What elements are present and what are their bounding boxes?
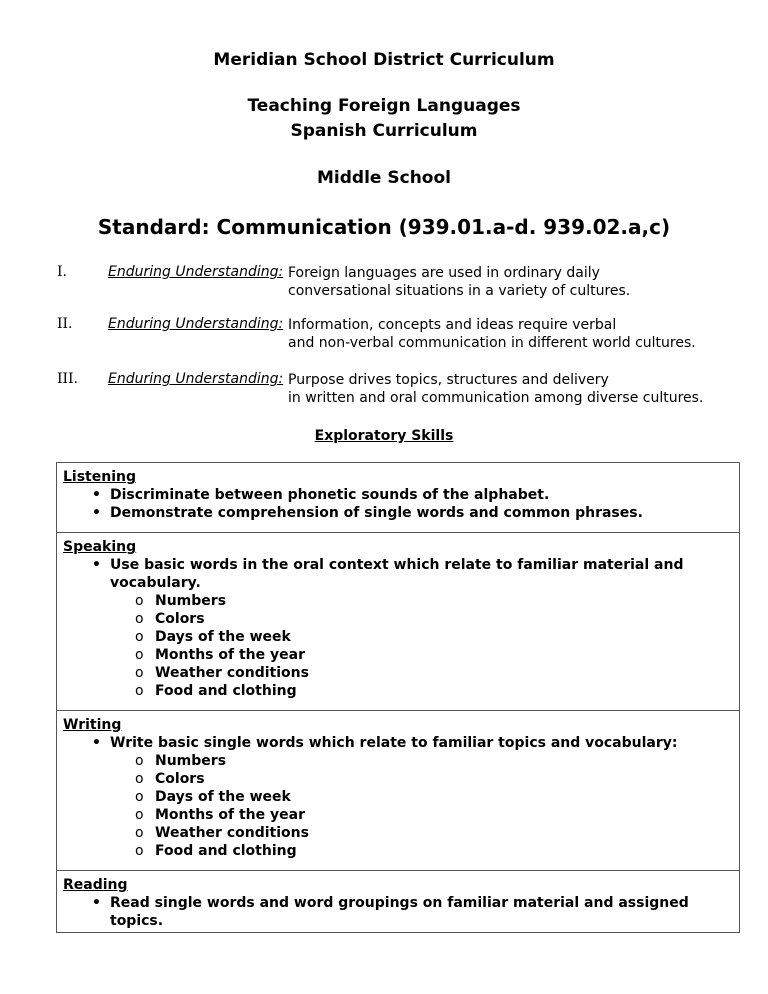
eu-text-line: Purpose drives topics, structures and delivery: [288, 372, 609, 388]
listening-cell: [57, 463, 740, 533]
eu-number: III.: [57, 371, 79, 387]
reading-list: [63, 894, 733, 930]
speaking-sublist: [110, 592, 733, 700]
sub-list-item: o Days of the week: [155, 788, 733, 806]
sub-list-item: o Months of the year: [155, 806, 733, 824]
eu-number: I.: [57, 264, 67, 280]
sub-list-item: o Days of the week: [155, 628, 733, 646]
sub-list-item: o Colors: [155, 610, 733, 628]
list-item-text: Write basic single words which relate to familiar topics and vocabulary:: [110, 735, 678, 751]
skills-row-reading: [57, 871, 740, 933]
speaking-cell: [57, 533, 740, 711]
list-item: • Read single words and word groupings on familiar material and assigned topics.: [110, 894, 733, 930]
exploratory-skills-title: Exploratory Skills: [314, 428, 454, 444]
writing-title: Writing: [63, 717, 122, 733]
eu-text-line: and non-verbal communication in different world cultures.: [288, 335, 696, 351]
sub-list-item: o Food and clothing: [155, 682, 733, 700]
speaking-list: [63, 556, 733, 700]
subject-line-2: Spanish Curriculum: [290, 121, 478, 141]
list-item: • Discriminate between phonetic sounds of the alphabet.: [110, 486, 733, 504]
eu-label: Enduring Understanding:: [108, 371, 284, 387]
eu-text-line: in written and oral communication among diverse cultures.: [288, 390, 704, 406]
skills-table: [56, 462, 740, 933]
eu-label: Enduring Understanding:: [108, 264, 284, 280]
writing-cell: [57, 711, 740, 871]
district-title: Meridian School District Curriculum: [213, 50, 555, 70]
writing-sublist: [110, 752, 733, 860]
list-item: [110, 556, 733, 700]
level-heading: Middle School: [317, 168, 451, 188]
sub-list-item: o Numbers: [155, 592, 733, 610]
eu-text-line: conversational situations in a variety of cultures.: [288, 283, 631, 299]
listening-list: [63, 486, 733, 522]
reading-title: Reading: [63, 877, 128, 893]
subject-heading: [0, 94, 768, 144]
sub-list-item: o Food and clothing: [155, 842, 733, 860]
list-item-text: Use basic words in the oral context which relate to familiar material and vocabulary.: [110, 557, 684, 591]
eu-text: [288, 371, 748, 407]
sub-list-item: o Months of the year: [155, 646, 733, 664]
writing-list: [63, 734, 733, 860]
list-item: [110, 734, 733, 860]
standard-heading: Standard: Communication (939.01.a-d. 939.02.a,c): [97, 215, 671, 239]
skills-row-writing: [57, 711, 740, 871]
reading-cell: [57, 871, 740, 933]
eu-label: Enduring Understanding:: [108, 316, 284, 332]
sub-list-item: o Weather conditions: [155, 664, 733, 682]
sub-list-item: o Numbers: [155, 752, 733, 770]
eu-number: II.: [57, 316, 73, 332]
skills-row-speaking: [57, 533, 740, 711]
eu-text-line: Information, concepts and ideas require verbal: [288, 317, 617, 333]
eu-text: [288, 316, 748, 352]
eu-text: [288, 264, 748, 300]
sub-list-item: o Colors: [155, 770, 733, 788]
sub-list-item: o Weather conditions: [155, 824, 733, 842]
subject-line-1: Teaching Foreign Languages: [247, 96, 521, 116]
eu-text-line: Foreign languages are used in ordinary daily: [288, 265, 600, 281]
speaking-title: Speaking: [63, 539, 137, 555]
skills-row-listening: [57, 463, 740, 533]
listening-title: Listening: [63, 469, 136, 485]
list-item: • Demonstrate comprehension of single words and common phrases.: [110, 504, 733, 522]
